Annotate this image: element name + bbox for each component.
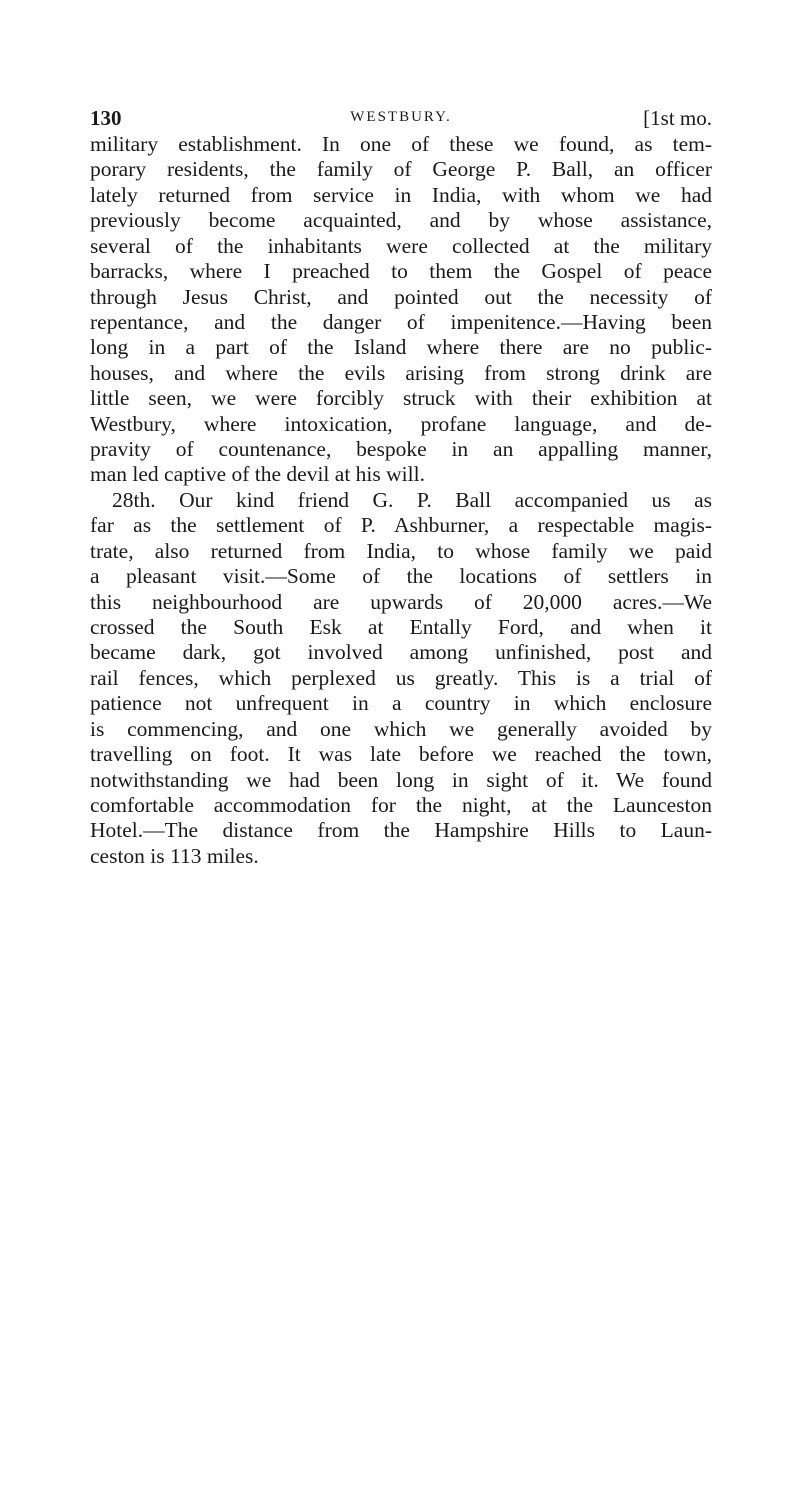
text-line: far as the settlement of P. Ashburner, a respectable magis- bbox=[90, 513, 712, 538]
body-text bbox=[90, 132, 712, 869]
text-line: several of the inhabitants were collected at the military bbox=[90, 233, 712, 258]
text-line: a pleasant visit.—Some of the locations of settlers in bbox=[90, 564, 712, 589]
text-line: this neighbourhood are upwards of 20,000 acres.—We bbox=[90, 589, 712, 614]
text-line: little seen, we were forcibly struck with their exhibition at bbox=[90, 386, 712, 411]
text-line: became dark, got involved among unfinished, post and bbox=[90, 640, 712, 665]
text-line: through Jesus Christ, and pointed out the necessity of bbox=[90, 284, 712, 309]
text-line: crossed the South Esk at Entally Ford, and when it bbox=[90, 615, 712, 640]
text-line: patience not unfrequent in a country in which enclosure bbox=[90, 691, 712, 716]
text-line: barracks, where I preached to them the Gospel of peace bbox=[90, 259, 712, 284]
text-line: notwithstanding we had been long in sight of it. We found bbox=[90, 767, 712, 792]
text-line: houses, and where the evils arising from strong drink are bbox=[90, 360, 712, 385]
text-line: pravity of countenance, bespoke in an appalling manner, bbox=[90, 437, 712, 462]
text-line: repentance, and the danger of impenitence.—Having been bbox=[90, 309, 712, 334]
running-title: WESTBURY. bbox=[350, 109, 452, 125]
text-line: comfortable accommodation for the night, at the Launceston bbox=[90, 792, 712, 817]
text-line: is commencing, and one which we generally avoided by bbox=[90, 716, 712, 741]
text-line: military establishment. In one of these we found, as tem- bbox=[90, 132, 712, 156]
text-line: rail fences, which perplexed us greatly. This is a trial of bbox=[90, 665, 712, 690]
text-line: Hotel.—The distance from the Hampshire Hills to Laun- bbox=[90, 818, 712, 843]
text-line: previously become acquainted, and by whose assistance, bbox=[90, 208, 712, 233]
text-line: lately returned from service in India, with whom we had bbox=[90, 182, 712, 207]
text-line: long in a part of the Island where there are no public- bbox=[90, 335, 712, 360]
text-line: man led captive of the devil at his will. bbox=[90, 462, 425, 487]
text-line: Westbury, where intoxication, profane language, and de- bbox=[90, 411, 712, 436]
text-line: porary residents, the family of George P. Ball, an officer bbox=[90, 157, 712, 182]
text-line: travelling on foot. It was late before we reached the town, bbox=[90, 742, 712, 767]
marginal-date: [1st mo. bbox=[643, 106, 712, 130]
text-line: ceston is 113 miles. bbox=[90, 843, 259, 868]
text-line: 28th. Our kind friend G. P. Ball accompanied us as bbox=[112, 487, 712, 512]
text-line: trate, also returned from India, to whose family we paid bbox=[90, 538, 712, 563]
page-number: 130 bbox=[90, 106, 122, 130]
